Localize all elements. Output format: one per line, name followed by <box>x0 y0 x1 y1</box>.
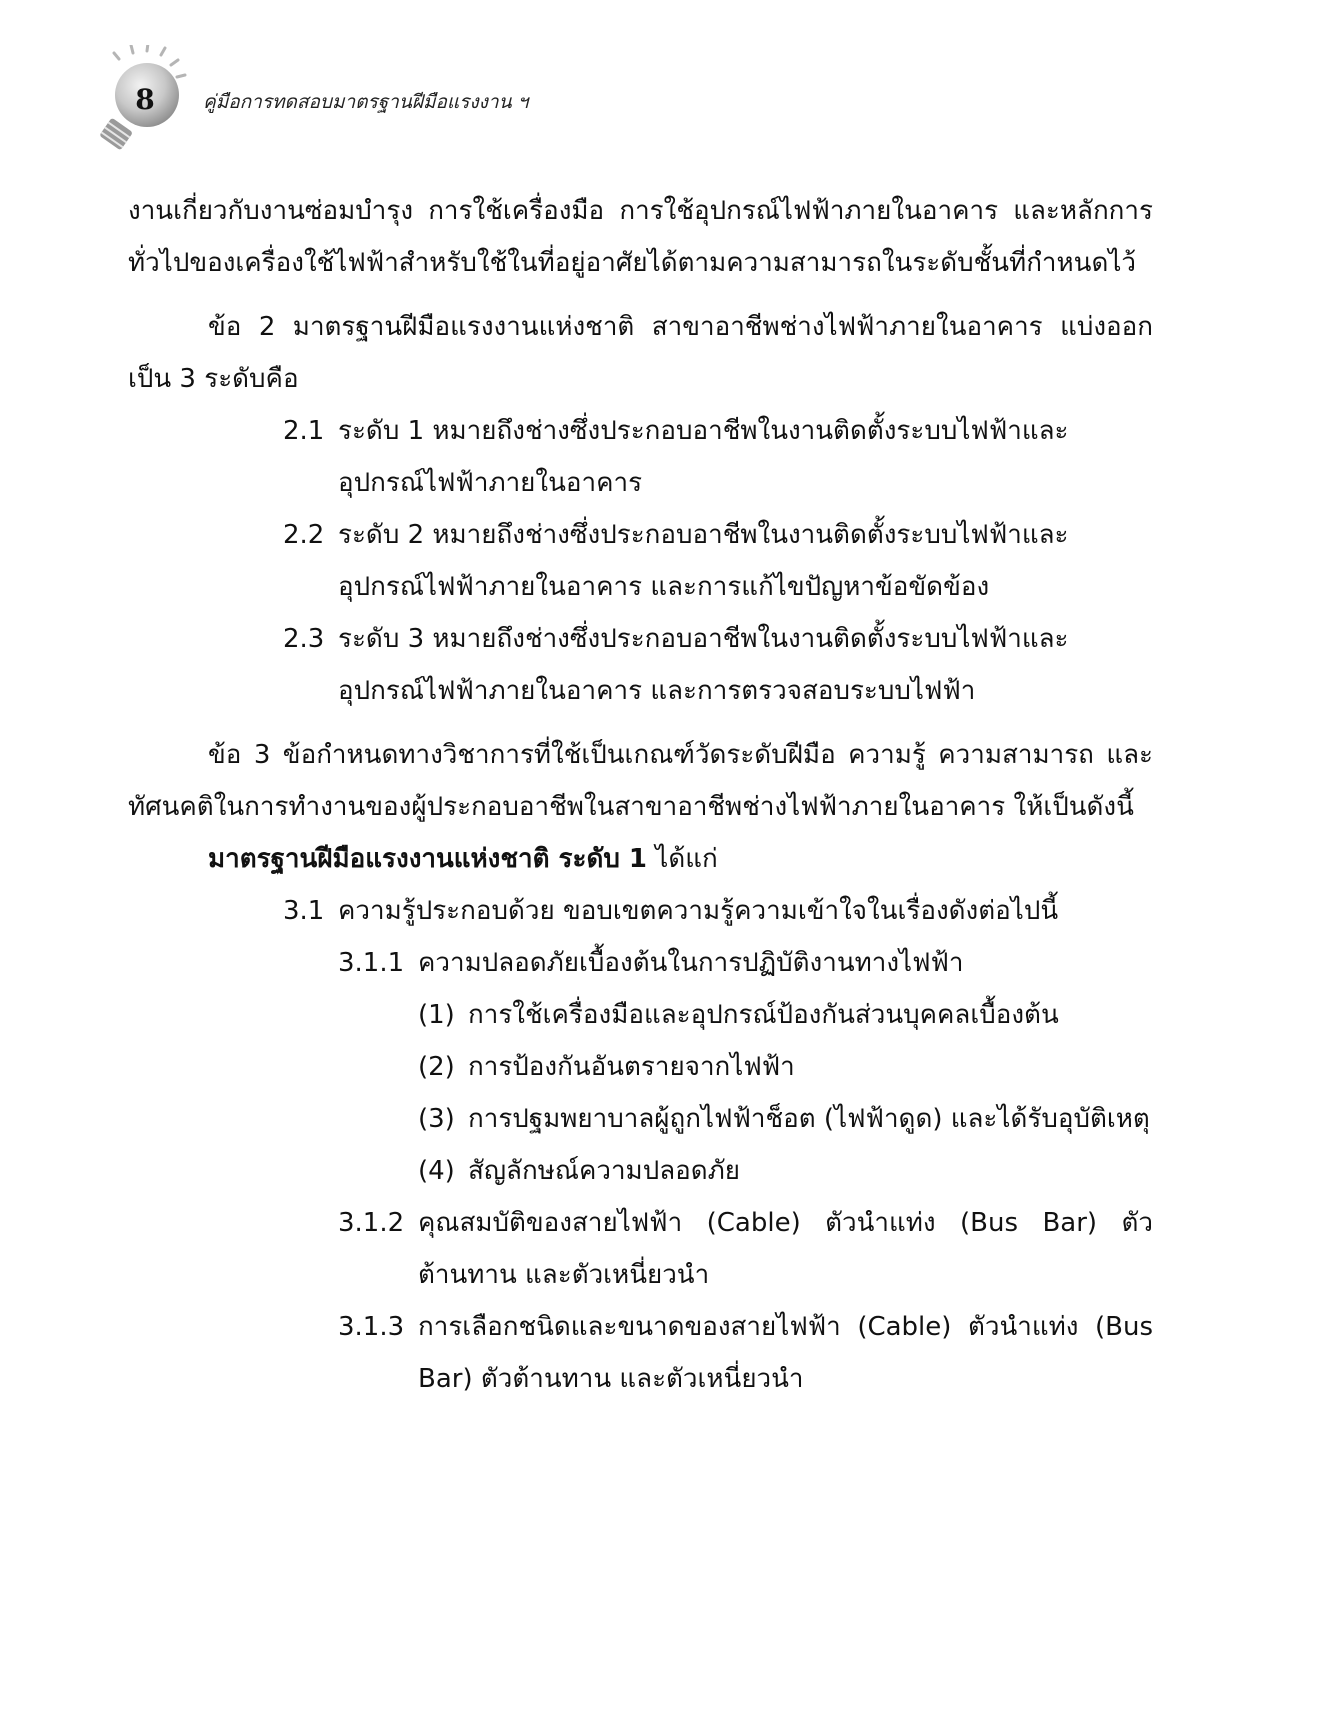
item-number: 2.3 <box>283 624 325 654</box>
section-3-1-1 <box>128 937 1153 989</box>
list-item <box>128 989 1153 1041</box>
section-text: ความรู้ประกอบด้วย ขอบเขตความรู้ความเข้าใจในเรื่องดังต่อไปนี้ <box>338 896 1059 926</box>
item-text: ระดับ 1 หมายถึงช่างซึ่งประกอบอาชีพในงานติดตั้งระบบไฟฟ้าและอุปกรณ์ไฟฟ้าภายในอาคาร <box>338 416 1069 498</box>
list-text: การใช้เครื่องมือและอุปกรณ์ป้องกันส่วนบุคคลเบื้องต้น <box>468 1000 1059 1030</box>
list-text: การปฐมพยาบาลผู้ถูกไฟฟ้าช็อต (ไฟฟ้าดูด) และได้รับอุบัติเหตุ <box>468 1104 1150 1134</box>
section-3-1 <box>128 885 1153 937</box>
page-number: 8 <box>135 83 155 116</box>
clause-3-paragraph: ข้อ 3 ข้อกำหนดทางวิชาการที่ใช้เป็นเกณฑ์วัดระดับฝีมือ ความรู้ ความสามารถ และทัศนคติในการทำงานของผู้ประกอบอาชีพในสาขาอาชีพช่างไฟฟ้าภายในอาคาร ให้เป็นดังนี้ <box>128 740 1153 822</box>
item-text: ระดับ 3 หมายถึงช่างซึ่งประกอบอาชีพในงานติดตั้งระบบไฟฟ้าและอุปกรณ์ไฟฟ้าภายในอาคาร และการตรวจสอบระบบไฟฟ้า <box>338 624 1069 706</box>
level-1-heading-bold: มาตรฐานฝีมือแรงงานแห่งชาติ ระดับ 1 <box>208 844 648 874</box>
item-text: ระดับ 2 หมายถึงช่างซึ่งประกอบอาชีพในงานติดตั้งระบบไฟฟ้าและอุปกรณ์ไฟฟ้าภายในอาคาร และการแก้ไขปัญหาข้อขัดข้อง <box>338 520 1069 602</box>
list-number: (1) <box>418 1000 455 1030</box>
list-number: (2) <box>418 1052 455 1082</box>
section-number: 3.1.2 <box>338 1208 405 1238</box>
section-text: คุณสมบัติของสายไฟฟ้า (Cable) ตัวนำแท่ง (Bus Bar) ตัวต้านทาน และตัวเหนี่ยวนำ <box>418 1208 1153 1290</box>
level-1-heading-suffix: ได้แก่ <box>655 844 718 874</box>
clause-2-paragraph: ข้อ 2 มาตรฐานฝีมือแรงงานแห่งชาติ สาขาอาชีพช่างไฟฟ้าภายในอาคาร แบ่งออกเป็น 3 ระดับคือ <box>128 312 1153 394</box>
list-item <box>128 1041 1153 1093</box>
list-item <box>128 1093 1153 1145</box>
section-text: การเลือกชนิดและขนาดของสายไฟฟ้า (Cable) ตัวนำแท่ง (Bus Bar) ตัวต้านทาน และตัวเหนี่ยวนำ <box>418 1312 1153 1394</box>
page-header <box>95 45 995 155</box>
clause-2-item <box>128 613 1153 717</box>
section-number: 3.1.3 <box>338 1312 405 1342</box>
level-1-heading <box>128 833 1153 885</box>
clause-2-item <box>128 509 1153 613</box>
list-text: การป้องกันอันตรายจากไฟฟ้า <box>468 1052 795 1082</box>
list-number: (4) <box>418 1156 455 1186</box>
list-text: สัญลักษณ์ความปลอดภัย <box>468 1156 740 1186</box>
section-number: 3.1.1 <box>338 948 405 978</box>
section-number: 3.1 <box>283 896 325 926</box>
clause-2-item <box>128 405 1153 509</box>
section-3-1-2 <box>128 1197 1153 1301</box>
list-item <box>128 1145 1153 1197</box>
item-number: 2.1 <box>283 416 325 446</box>
section-text: ความปลอดภัยเบื้องต้นในการปฏิบัติงานทางไฟฟ้า <box>418 948 964 978</box>
intro-paragraph: งานเกี่ยวกับงานซ่อมบำรุง การใช้เครื่องมือ การใช้อุปกรณ์ไฟฟ้าภายในอาคาร และหลักการทั่วไปของเครื่องใช้ไฟฟ้าสำหรับใช้ในที่อยู่อาศัยได้ตามความสามารถในระดับชั้นที่กำหนดไว้ <box>128 196 1153 278</box>
document-body <box>128 185 1153 1405</box>
item-number: 2.2 <box>283 520 325 550</box>
book-title: คู่มือการทดสอบมาตรฐานฝีมือแรงงาน ฯ <box>203 91 529 113</box>
list-number: (3) <box>418 1104 455 1134</box>
section-3-1-3 <box>128 1301 1153 1405</box>
